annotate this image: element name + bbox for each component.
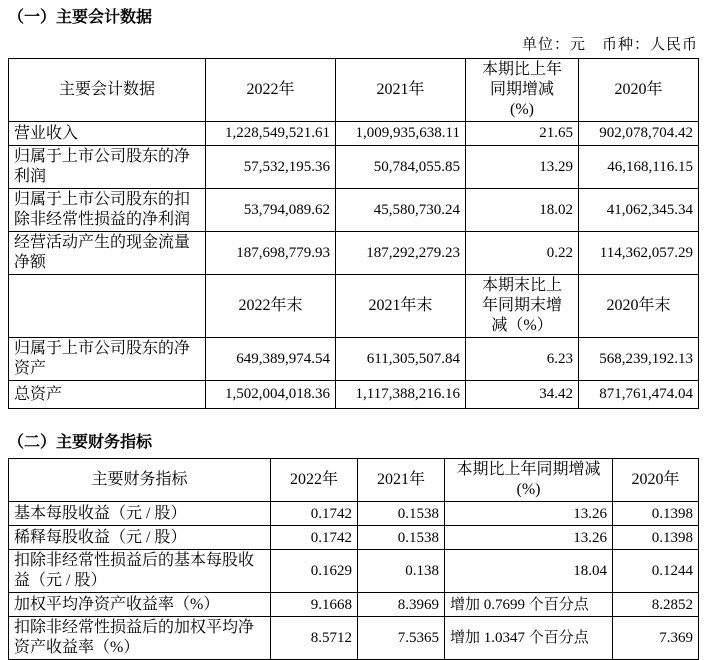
col-header-2020: 2020年	[613, 459, 699, 502]
table-subheader-row	[9, 275, 699, 338]
table-row	[9, 232, 699, 275]
cell-value-change: 34.42	[466, 381, 579, 409]
cell-value-2020: 568,239,192.13	[579, 338, 699, 381]
cell-value-2022: 57,532,195.36	[206, 146, 336, 189]
cell-value-2020: 0.1398	[613, 502, 699, 526]
cell-label: 基本每股收益（元 / 股）	[9, 502, 271, 526]
table-row	[9, 617, 699, 660]
col-header-2022: 2022年	[206, 59, 336, 122]
table-row	[9, 502, 699, 526]
cell-value-2021: 187,292,279.23	[336, 232, 466, 275]
table-row	[9, 381, 699, 409]
table-row	[9, 550, 699, 593]
cell-value-2021: 1,117,388,216.16	[336, 381, 466, 409]
unit-currency-label: 单位：元 币种：人民币	[521, 37, 698, 54]
cell-value-2020: 0.1244	[613, 550, 699, 593]
cell-value-change: 18.02	[466, 189, 579, 232]
cell-value-change: 增加 1.0347 个百分点	[445, 617, 613, 660]
col-header-indicator: 主要财务指标	[9, 459, 271, 502]
cell-value-2020: 8.2852	[613, 593, 699, 617]
cell-value-change: 6.23	[466, 338, 579, 381]
col-header-2020-end: 2020年末	[579, 275, 699, 338]
financial-indicators-table	[8, 458, 699, 660]
cell-value-2022: 9.1668	[271, 593, 358, 617]
cell-value-2021: 611,305,507.84	[336, 338, 466, 381]
col-header-2021-end: 2021年末	[336, 275, 466, 338]
cell-value-2021: 1,009,935,638.11	[336, 122, 466, 146]
table-row	[9, 122, 699, 146]
cell-value-2022: 8.5712	[271, 617, 358, 660]
cell-value-2022: 1,502,004,018.36	[206, 381, 336, 409]
cell-value-change: 13.29	[466, 146, 579, 189]
cell-label: 归属于上市公司股东的扣除非经常性损益的净利润	[9, 189, 206, 232]
cell-value-2022: 53,794,089.62	[206, 189, 336, 232]
table-header-row	[9, 59, 699, 122]
table-row	[9, 338, 699, 381]
cell-value-2020: 7.369	[613, 617, 699, 660]
col-header-change: 本期比上年同期增减(%)	[445, 459, 613, 502]
cell-value-2020: 46,168,116.15	[579, 146, 699, 189]
cell-value-2020: 902,078,704.42	[579, 122, 699, 146]
cell-value-2022: 649,389,974.54	[206, 338, 336, 381]
table-row	[9, 526, 699, 550]
cell-label: 归属于上市公司股东的净利润	[9, 146, 206, 189]
cell-label: 加权平均净资产收益率（%）	[9, 593, 271, 617]
cell-value-2020: 114,362,057.29	[579, 232, 699, 275]
cell-value-2022: 0.1629	[271, 550, 358, 593]
cell-value-change: 13.26	[445, 502, 613, 526]
col-header-metric: 主要会计数据	[9, 59, 206, 122]
section1-title: （一）主要会计数据	[8, 9, 153, 26]
cell-label: 经营活动产生的现金流量净额	[9, 232, 206, 275]
table-header-row	[9, 459, 699, 502]
cell-value-2022: 0.1742	[271, 526, 358, 550]
section2-title: （二）主要财务指标	[8, 434, 153, 452]
cell-label: 总资产	[9, 381, 206, 409]
cell-value-2021: 50,784,055.85	[336, 146, 466, 189]
col-header-2021: 2021年	[358, 459, 445, 502]
cell-value-2020: 871,761,474.04	[579, 381, 699, 409]
col-header-change: 本期比上年同期增减(%)	[466, 59, 579, 122]
col-header-end-change: 本期末比上年同期末增减（%）	[466, 275, 579, 338]
cell-label: 稀释每股收益（元 / 股）	[9, 526, 271, 550]
table-row	[9, 593, 699, 617]
cell-value-2021: 0.138	[358, 550, 445, 593]
cell-value-change: 0.22	[466, 232, 579, 275]
accounting-data-table	[8, 58, 699, 409]
cell-label: 扣除非经常性损益后的基本每股收益（元 / 股）	[9, 550, 271, 593]
cell-value-change: 增加 0.7699 个百分点	[445, 593, 613, 617]
col-header-2022-end: 2022年末	[206, 275, 336, 338]
cell-value-2022: 0.1742	[271, 502, 358, 526]
col-header-2021: 2021年	[336, 59, 466, 122]
col-header-blank	[9, 275, 206, 338]
cell-label: 营业收入	[9, 122, 206, 146]
cell-value-2021: 8.3969	[358, 593, 445, 617]
cell-value-change: 13.26	[445, 526, 613, 550]
col-header-2022: 2022年	[271, 459, 358, 502]
table-row	[9, 146, 699, 189]
cell-label: 归属于上市公司股东的净资产	[9, 338, 206, 381]
cell-value-2021: 45,580,730.24	[336, 189, 466, 232]
cell-value-2020: 0.1398	[613, 526, 699, 550]
table-row	[9, 189, 699, 232]
col-header-2020: 2020年	[579, 59, 699, 122]
cell-value-2021: 7.5365	[358, 617, 445, 660]
cell-value-change: 21.65	[466, 122, 579, 146]
cell-value-2022: 1,228,549,521.61	[206, 122, 336, 146]
cell-value-2022: 187,698,779.93	[206, 232, 336, 275]
cell-value-change: 18.04	[445, 550, 613, 593]
cell-value-2021: 0.1538	[358, 502, 445, 526]
cell-value-2021: 0.1538	[358, 526, 445, 550]
cell-value-2020: 41,062,345.34	[579, 189, 699, 232]
cell-label: 扣除非经常性损益后的加权平均净资产收益率（%）	[9, 617, 271, 660]
